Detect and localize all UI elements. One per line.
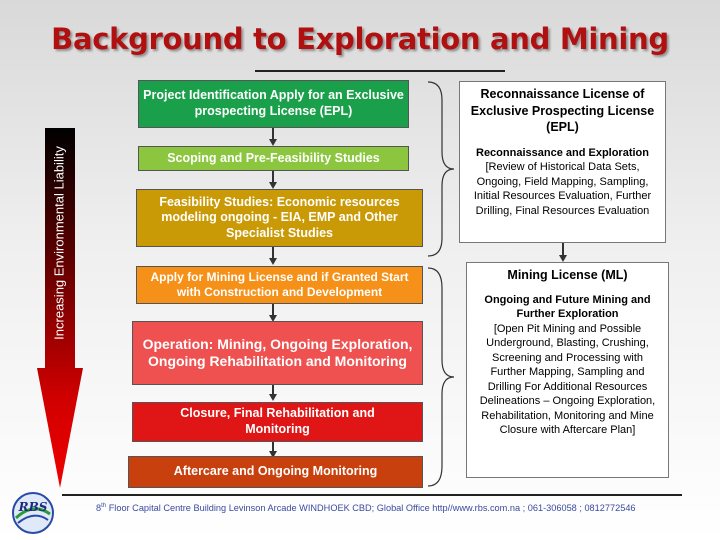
arrowhead-5-6 <box>269 394 277 401</box>
arrowhead-3-4 <box>269 258 277 265</box>
step-scoping: Scoping and Pre-Feasibility Studies <box>138 146 409 171</box>
footer-address-text: Floor Capital Centre Building Levinson Arcade WINDHOEK CBD; Global Office http//www.rbs.com.na ; 061-306058 ; 0812772546 <box>106 503 636 514</box>
epl-panel-subheading: Reconnaissance and Exploration <box>476 146 649 159</box>
logo-text: RBS <box>18 500 48 514</box>
epl-panel-body: [Review of Historical Data Sets, Ongoing, Field Mapping, Sampling, Initial Resources Evaluation, Further Drilling, Final Resources Evaluation <box>473 161 652 217</box>
liability-arrow-label: Increasing Environmental Liability <box>51 146 67 340</box>
footer-rule <box>62 494 682 496</box>
step-closure: Closure, Final Rehabilitation and Monitoring <box>132 402 423 442</box>
arrowhead-1-2 <box>269 139 277 146</box>
title-underline <box>255 70 505 72</box>
footer-floor-number: 8 <box>96 503 102 514</box>
step-operation: Operation: Mining, Ongoing Exploration, Ongoing Rehabilitation and Monitoring <box>132 321 423 385</box>
ml-panel-heading: Mining License (ML) <box>507 268 628 282</box>
step-apply-mining-license: Apply for Mining License and if Granted Start with Construction and Development <box>136 266 423 304</box>
arrowhead-2-3 <box>269 182 277 189</box>
rbs-logo <box>10 490 56 536</box>
ml-panel <box>466 262 669 478</box>
ml-panel-body: [Open Pit Mining and Possible Underground, Blasting, Crushing, Screening and Processing with Further Mapping, Sampling and Drilling For Additional Resources Delineations – Ongoing Exploration, Rehabilitation, Monitoring and Mine Closure with Aftercare Plan] <box>479 322 656 437</box>
ml-brace <box>426 266 456 488</box>
epl-panel-heading: Reconnaissance License of Exclusive Prospecting License (EPL) <box>470 87 655 134</box>
ml-panel-subheading: Ongoing and Future Mining and Further Exploration <box>484 293 651 321</box>
page-title: Background to Exploration and Mining <box>51 22 669 56</box>
footer-floor-suffix: th <box>101 503 107 509</box>
step-aftercare: Aftercare and Ongoing Monitoring <box>128 456 423 488</box>
step-feasibility: Feasibility Studies: Economic resources modeling ongoing - EIA, EMP and Other Specialist Studies <box>136 189 423 247</box>
footer-address <box>96 503 636 513</box>
epl-brace <box>426 80 456 258</box>
step-project-identification: Project Identification Apply for an Exclusive prospecting License (EPL) <box>138 80 409 128</box>
arrowhead-epl-ml <box>559 255 567 262</box>
epl-panel <box>459 81 666 243</box>
